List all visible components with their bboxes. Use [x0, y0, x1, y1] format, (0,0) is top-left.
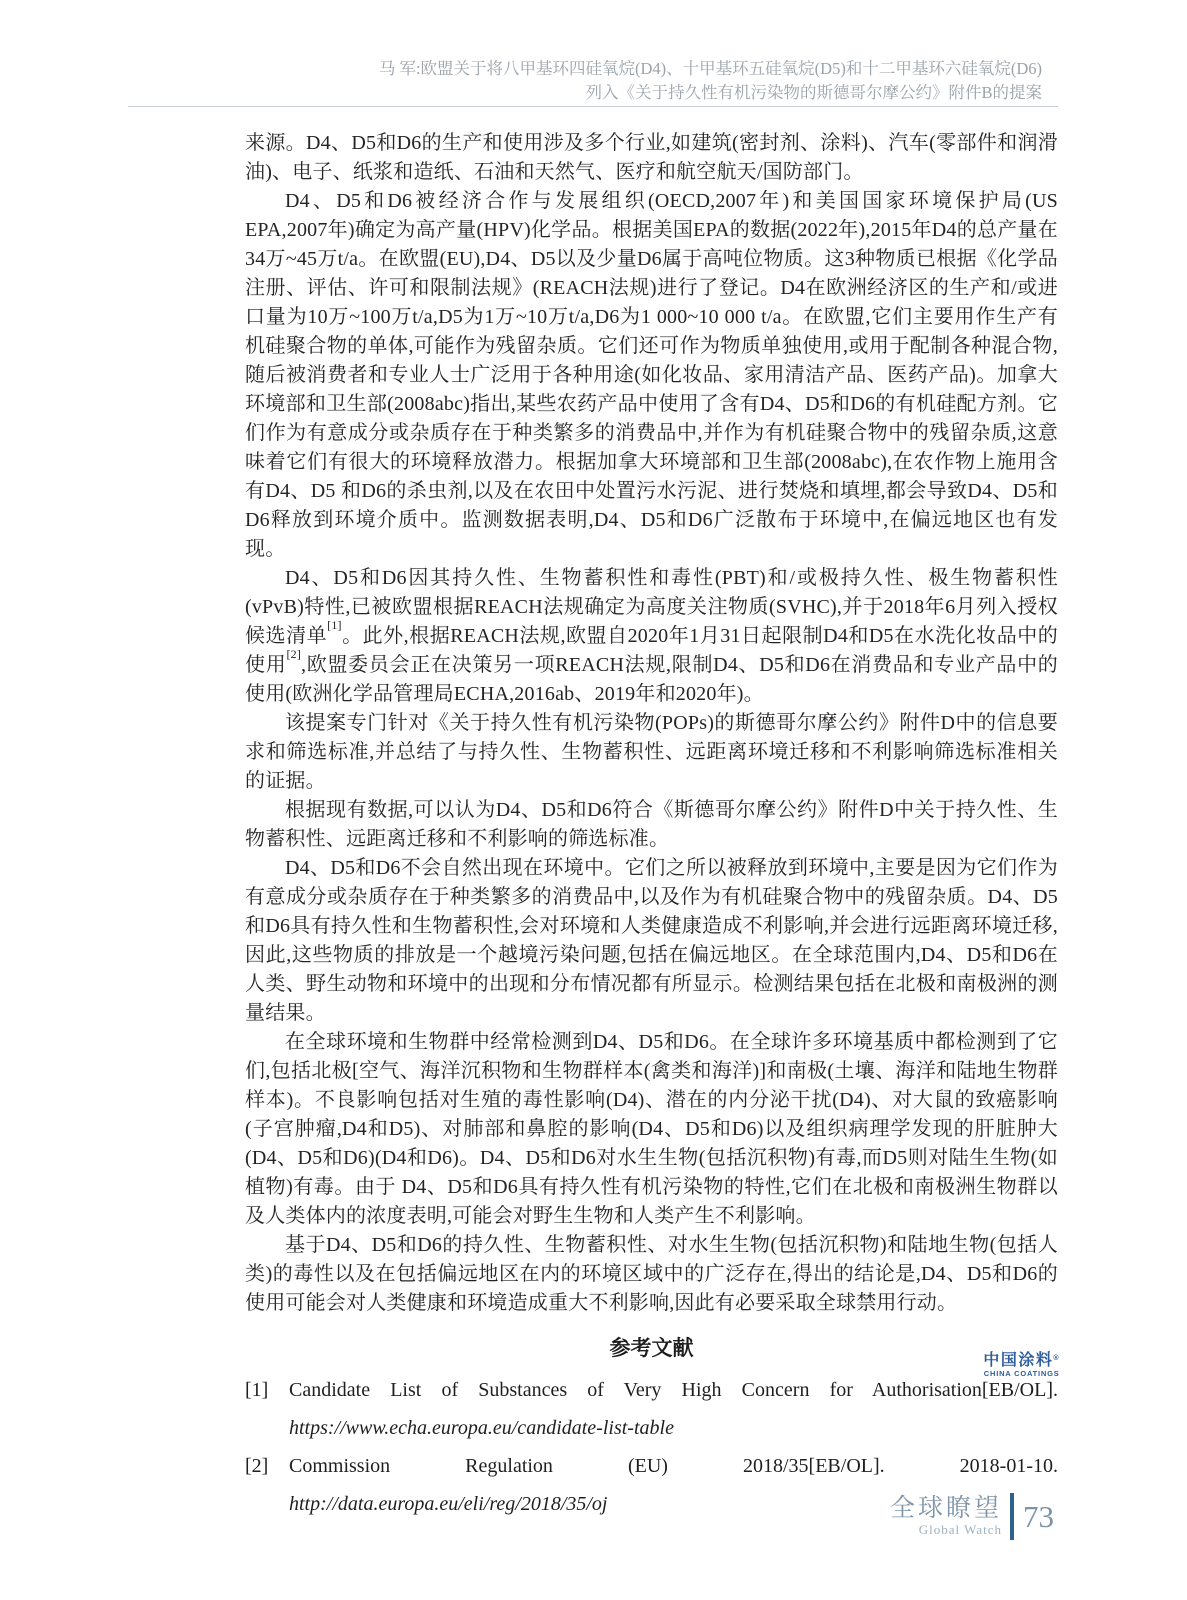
- paragraph-text: 基于D4、D5和D6的持久性、生物蓄积性、对水生生物(包括沉积物)和陆地生物(包括人类)的毒性以及在包括偏远地区在内的环境区域中的广泛存在,得出的结论是,D4、D5和D6的使用可能会对人类健康和环境造成重大不利影响,因此有必要采取全球禁用行动。: [245, 1234, 1058, 1314]
- page-footer: [890, 1493, 1054, 1540]
- citation-superscript: [1]: [327, 617, 342, 632]
- paragraph-text: ,欧盟委员会正在决策另一项REACH法规,限制D4、D5和D6在消费品和专业产品中的使用(欧洲化学品管理局ECHA,2016ab、2019年和2020年)。: [245, 654, 1059, 705]
- body-paragraph: [245, 854, 1058, 1028]
- body-paragraph: [245, 129, 1058, 187]
- paragraph-text: 该提案专门针对《关于持久性有机污染物(POPs)的斯德哥尔摩公约》附件D中的信息要求和筛选标准,并总结了与持久性、生物蓄积性、远距离环境迁移和不利影响筛选标准相关的证据。: [245, 712, 1058, 792]
- running-header-line1: 马 军:欧盟关于将八甲基环四硅氧烷(D4)、十甲基环五硅氧烷(D5)和十二甲基环六硅氧烷(D6): [378, 59, 1042, 78]
- journal-section-name: [890, 1495, 1002, 1538]
- publisher-logo: [983, 1352, 1060, 1379]
- body-paragraph: [245, 564, 1058, 709]
- body-paragraph: [245, 187, 1058, 564]
- running-header: [379, 57, 1042, 105]
- paragraph-text: D4、D5和D6不会自然出现在环境中。它们之所以被释放到环境中,主要是因为它们作为有意成分或杂质存在于种类繁多的消费品中,以及作为有机硅聚合物中的残留杂质。D4、D5和D6具有持久性和生物蓄积性,会对环境和人类健康造成不利影响,并会进行远距离环境迁移,因此,这些物质的排放是一个越境污染问题,包括在偏远地区。在全球范围内,D4、D5和D6在人类、野生动物和环境中的出现和分布情况都有所显示。检测结果包括在北极和南极洲的测量结果。: [245, 857, 1058, 1024]
- body-text: [245, 129, 1058, 1318]
- publisher-logo-english: CHINA COATINGS: [983, 1369, 1060, 1378]
- citation-superscript: [2]: [286, 646, 302, 661]
- paragraph-text: D4、D5和D6被经济合作与发展组织(OECD,2007年)和美国国家环境保护局(US EPA,2007年)确定为高产量(HPV)化学品。根据美国EPA的数据(2022年),2015年D4的总产量在34万~45万t/a。在欧盟(EU),D4、D5以及少量D6属于高吨位物质。这3种物质已根据《化学品注册、评估、许可和限制法规》(REACH法规)进行了登记。D4在欧洲经济区的生产和/或进口量为10万~100万t/a,D5为1万~10万t/a,D6为1 000~10 000 t/a。在欧盟,它们主要用作生产有机硅聚合物的单体,可能作为残留杂质。它们还可作为物质单独使用,或用于配制各种混合物,随后被消费者和专业人士广泛用于各种用途(如化妆品、家用清洁产品、医药产品)。加拿大环境部和卫生部(2008abc)指出,某些农药产品中使用了含有D4、D5和D6的有机硅配方剂。它们作为有意成分或杂质存在于种类繁多的消费品中,并作为有机硅聚合物中的残留杂质,这意味着它们有很大的环境释放潜力。根据加拿大环境部和卫生部(2008abc),在农作物上施用含有D4、D5 和D6的杀虫剂,以及在农田中处置污水污泥、进行焚烧和填埋,都会导致D4、D5和D6释放到环境介质中。监测数据表明,D4、D5和D6广泛散布于环境中,在偏远地区也有发现。: [245, 190, 1058, 560]
- paragraph-text: 来源。D4、D5和D6的生产和使用涉及多个行业,如建筑(密封剂、涂料)、汽车(零部件和润滑油)、电子、纸浆和造纸、石油和天然气、医疗和航空航天/国防部门。: [245, 132, 1058, 183]
- body-paragraph: [245, 709, 1058, 796]
- journal-section-english: Global Watch: [918, 1522, 1002, 1537]
- publisher-logo-chinese: 中国涂料®: [983, 1352, 1060, 1369]
- running-header-line2: 列入《关于持久性有机污染物的斯德哥尔摩公约》附件B的提案: [585, 83, 1042, 102]
- trademark-symbol: ®: [1053, 1355, 1060, 1362]
- references-heading: 参考文献: [609, 1337, 694, 1360]
- body-paragraph: [245, 1028, 1058, 1231]
- footer-divider-bar: [1010, 1493, 1014, 1540]
- reference-url: https://www.echa.europa.eu/candidate-list-table: [289, 1417, 674, 1439]
- reference-number: [1]: [245, 1379, 269, 1401]
- paragraph-text: 。此外,根据REACH法规,欧盟自2020年1月31日起限制D4和D5在水洗化妆品中的使用: [245, 625, 1058, 676]
- reference-number: [2]: [245, 1455, 269, 1477]
- header-divider: [128, 106, 1058, 107]
- page-content: [245, 129, 1058, 1523]
- paragraph-text: 根据现有数据,可以认为D4、D5和D6符合《斯德哥尔摩公约》附件D中关于持久性、生物蓄积性、远距离迁移和不利影响的筛选标准。: [245, 799, 1058, 850]
- body-paragraph: [245, 1231, 1058, 1318]
- reference-item: [245, 1371, 1058, 1447]
- page-number: 73: [1023, 1499, 1054, 1534]
- paragraph-text: 在全球环境和生物群中经常检测到D4、D5和D6。在全球许多环境基质中都检测到了它们,包括北极[空气、海洋沉积物和生物群样本(禽类和海洋)]和南极(土壤、海洋和陆地生物群样本)。不良影响包括对生殖的毒性影响(D4)、潜在的内分泌干扰(D4)、对大鼠的致癌影响(子宫肿瘤,D4和D5)、对肺部和鼻腔的影响(D4、D5和D6)以及组织病理学发现的肝脏肿大(D4、D5和D6)(D4和D6)。D4、D5和D6对水生生物(包括沉积物)有毒,而D5则对陆生生物(如植物)有毒。由于 D4、D5和D6具有持久性有机污染物的特性,它们在北极和南极洲生物群以及人类体内的浓度表明,可能会对野生生物和人类产生不利影响。: [245, 1031, 1058, 1227]
- reference-url: http://data.europa.eu/eli/reg/2018/35/oj: [289, 1493, 608, 1515]
- reference-text: Commission Regulation (EU) 2018/35[EB/OL]. 2018-01-10.: [289, 1455, 1058, 1477]
- body-paragraph: [245, 796, 1058, 854]
- paragraph-text: D4、D5和D6因其持久性、生物蓄积性和毒性(PBT)和/或极持久性、极生物蓄积性(vPvB)特性,已被欧盟根据REACH法规确定为高度关注物质(SVHC),并于2018年6月列入授权候选清单: [245, 567, 1058, 647]
- journal-section-chinese: 全球瞭望: [889, 1494, 1002, 1522]
- reference-text: Candidate List of Substances of Very High Concern for Authorisation[EB/OL].: [289, 1379, 1058, 1401]
